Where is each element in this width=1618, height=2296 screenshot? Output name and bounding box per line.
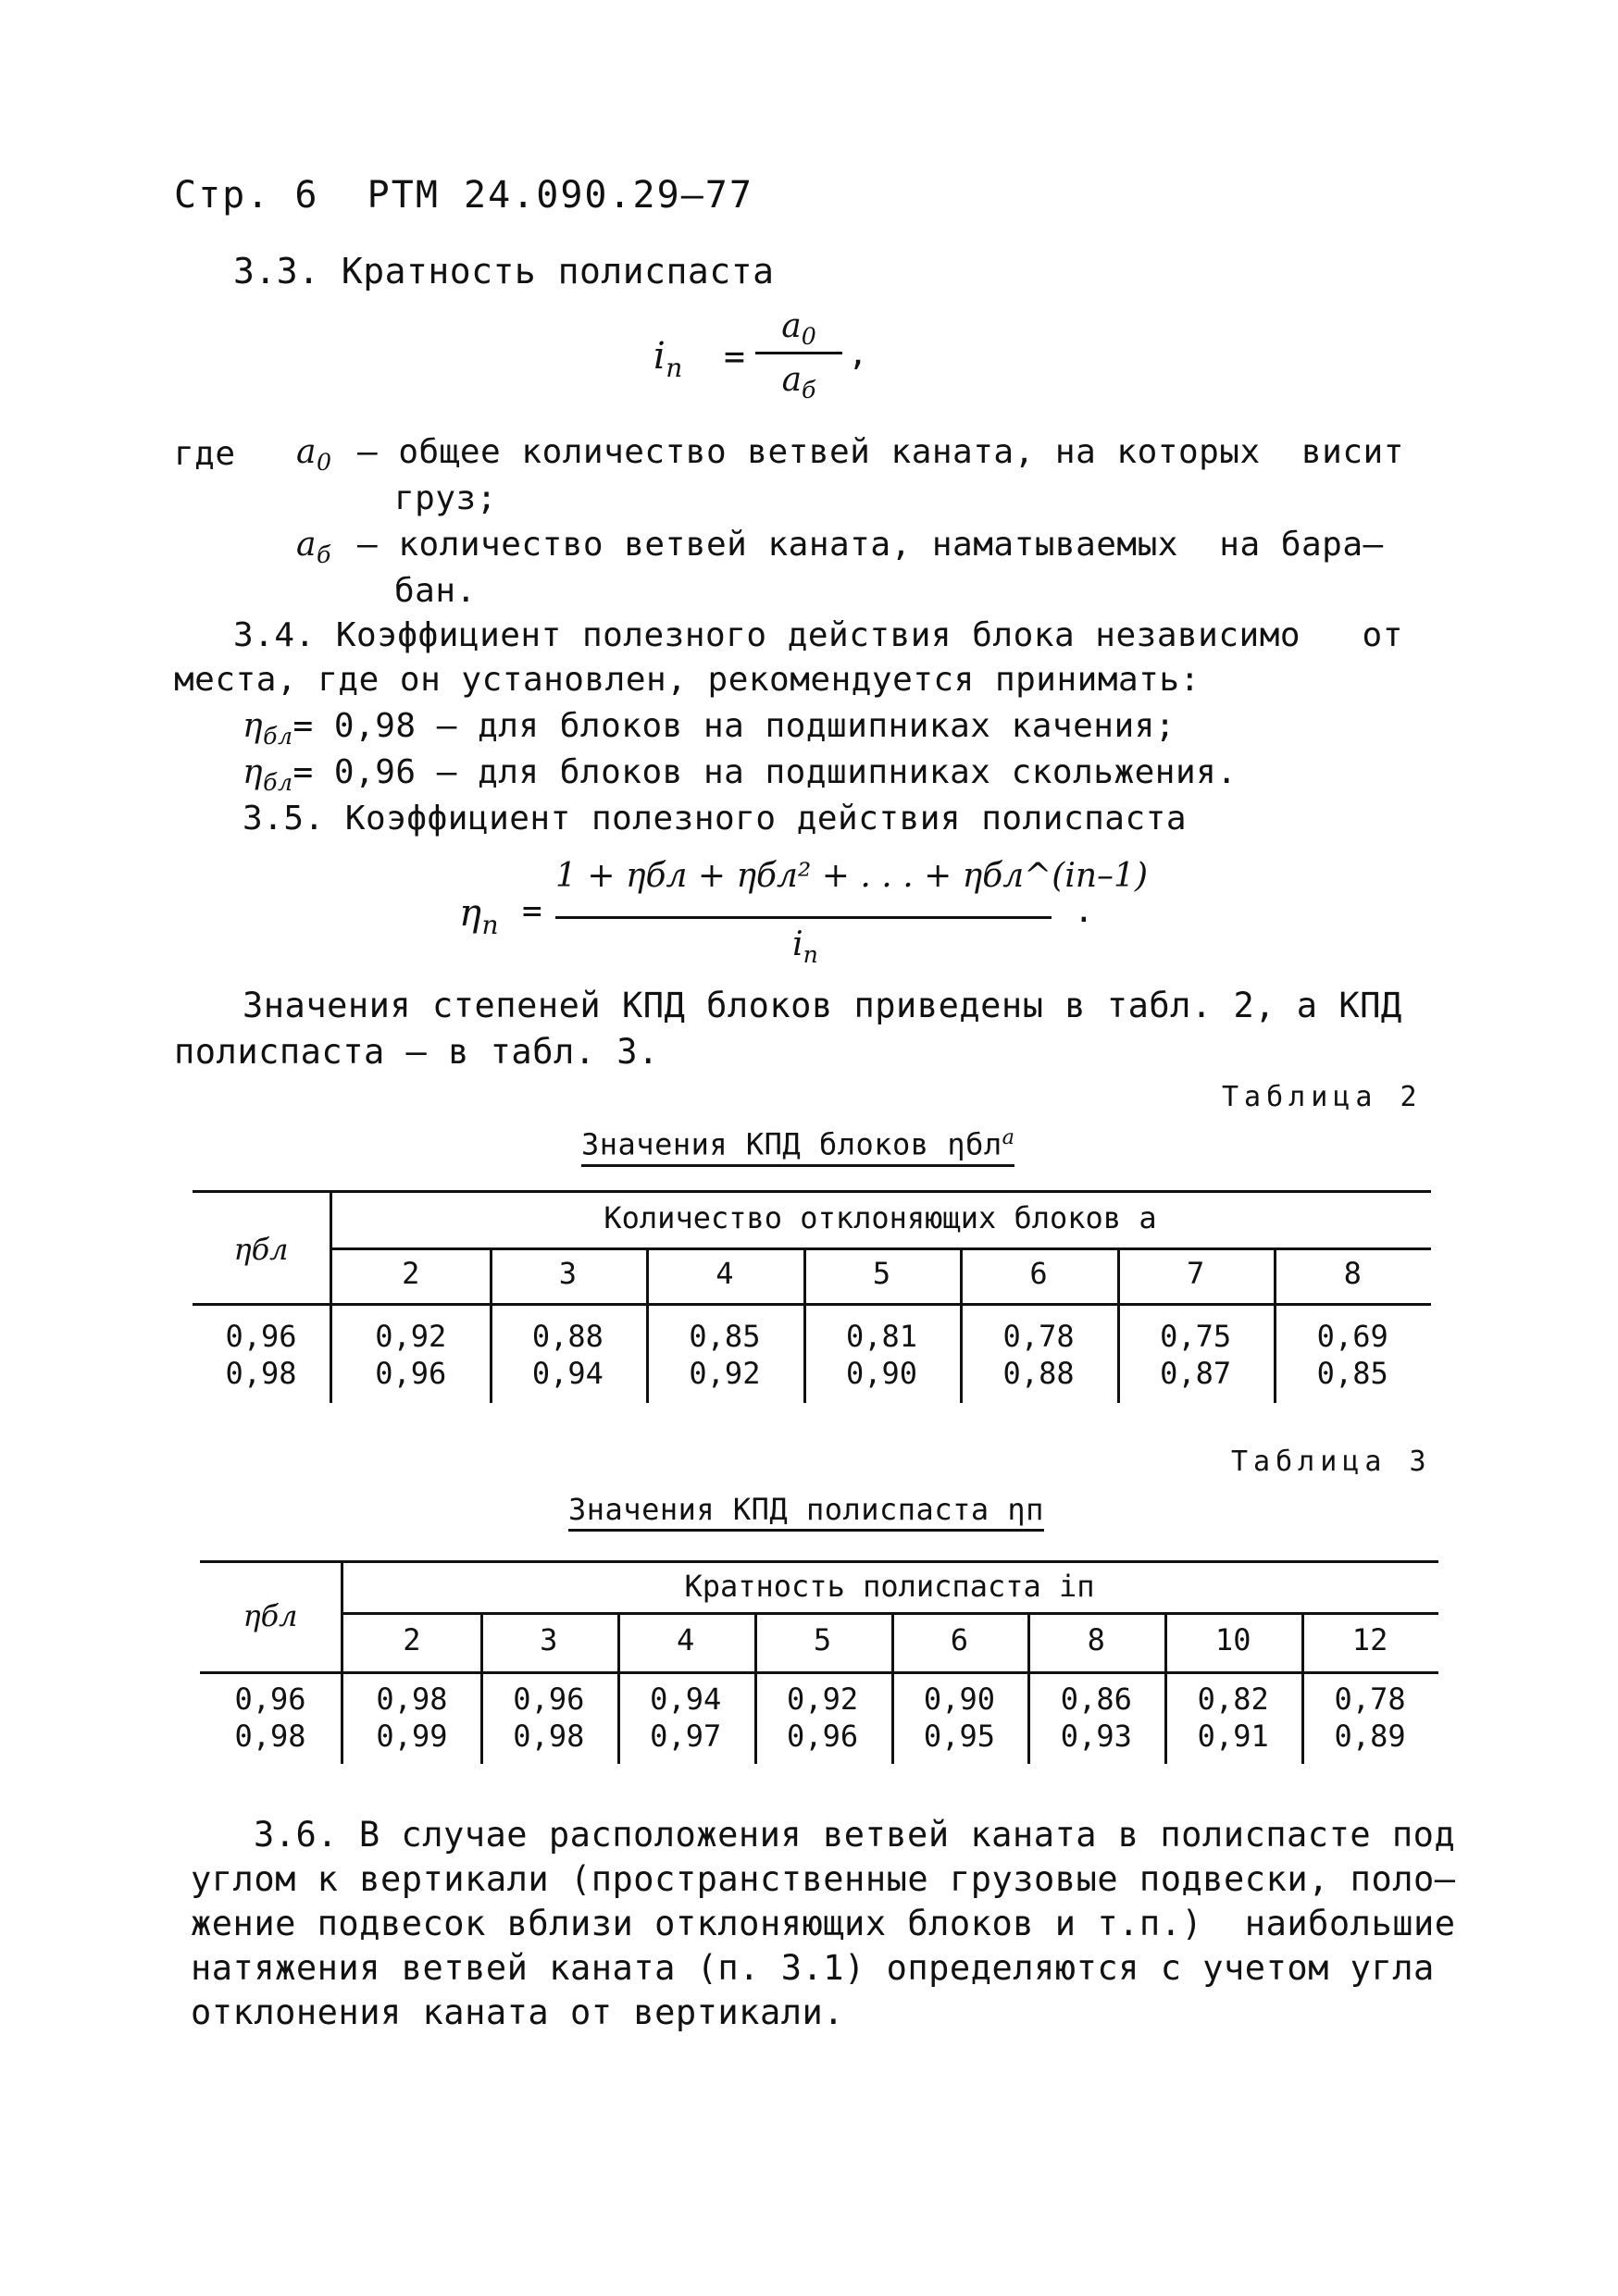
formula-comma: , [848,335,869,373]
table-cell: 0,90 [923,1682,995,1717]
table-cell: 0,81 [845,1319,918,1354]
formula-numerator: $a_0$ [781,307,816,351]
table-cell: 0,89 [1334,1719,1406,1754]
table-cell: 0,96 [375,1356,447,1391]
table-cell: 0,88 [531,1319,604,1354]
column-header: 5 [872,1256,891,1291]
table2-group-header: Количество отклоняющих блоков a [604,1200,1157,1235]
table-cell: 0,85 [689,1319,761,1354]
table-cell: 0,86 [1060,1682,1132,1717]
table-cell: 0,69 [1316,1319,1388,1354]
eta-value-rolling: $\eta_{бл}= 0,98$ – для блоков на подшипниках качения; [243,707,1176,751]
column-header: 4 [716,1256,734,1291]
table-cell: 0,93 [1060,1719,1132,1754]
column-header: 2 [402,1256,420,1291]
column-header: 3 [540,1622,558,1657]
section-3-6-line1: 3.6. В случае расположения ветвей каната в полиспасте под [254,1815,1456,1855]
section-3-5-para2: полиспаста – в табл. 3. [174,1032,659,1072]
table3-caption: Значения КПД полиспаста ηп [568,1492,1044,1532]
table-cell: 0,82 [1197,1682,1269,1717]
def1-text: – общее количество ветвей каната, на которых висит [357,433,1404,471]
section-3-6-line5: отклонения каната от вертикали. [191,1992,845,2032]
section-3-3-title: 3.3. Кратность полиспаста [233,251,775,292]
table-cell: 0,87 [1160,1356,1232,1391]
table-cell: 0,90 [845,1356,918,1391]
column-header: 4 [677,1622,695,1657]
table-cell: 0,94 [531,1356,604,1391]
table-cell: 0,98 [376,1682,448,1717]
section-3-4-line2: места, где он установлен, рекомендуется принимать: [174,661,1201,699]
formula-eff-denominator: $i_п$ [792,925,818,969]
table-cell: 0,92 [787,1682,859,1717]
column-header: 8 [1087,1622,1105,1657]
table3-row-header: ηбл [243,1598,298,1633]
table-cell: 0,96 [787,1719,859,1754]
table-cell: 0,99 [376,1719,448,1754]
column-header: 10 [1214,1622,1251,1657]
table-cell: 0,88 [1002,1356,1075,1391]
section-3-4-line1: 3.4. Коэффициент полезного действия блока независимо от [233,616,1403,654]
def2-symbol: $a_б$ [296,526,331,569]
section-3-6-line4: натяжения ветвей каната (п. 3.1) определяются с учетом угла [191,1948,1435,1988]
table-cell: 0,96 [513,1682,585,1717]
section-3-5-title: 3.5. Коэффициент полезного действия полиспаста [243,800,1187,838]
eta-value-sliding: $\eta_{бл}= 0,96$ – для блоков на подшипниках скольжения. [243,753,1238,797]
formula-eff-lhs: $\eta_п$ [459,892,500,940]
column-header: 6 [1029,1256,1048,1291]
table2-label: Таблица 2 [1222,1081,1423,1113]
table-cell: 0,94 [650,1682,722,1717]
row-key: 0,98 [234,1719,306,1754]
table-cell: 0,75 [1160,1319,1232,1354]
row-key: 0,98 [225,1356,297,1391]
page-header: Стр. 6 РТМ 24.090.29–77 [174,174,753,217]
section-3-6-line2: углом к вертикали (пространственные грузовые подвески, поло– [191,1859,1456,1899]
row-key: 0,96 [234,1682,306,1717]
table-cell: 0,97 [650,1719,722,1754]
section-3-6-line3: жение подвесок вблизи отклоняющих блоков и т.п.) наибольшие [191,1904,1456,1943]
formula-eff-equals: = [522,892,543,930]
table-cell: 0,78 [1002,1319,1075,1354]
formula-eff-period: . [1074,892,1095,930]
table2-row-header: ηбл [233,1232,289,1267]
table-cell: 0,95 [923,1719,995,1754]
where-word: где [174,435,236,473]
column-header: 6 [950,1622,969,1657]
table3-label: Таблица 3 [1231,1446,1432,1478]
table-cell: 0,91 [1197,1719,1269,1754]
fraction-bar-eff [555,916,1052,919]
table3-group-header: Кратность полиспаста iп [684,1569,1095,1604]
def2-continuation: бан. [394,572,477,610]
row-key: 0,96 [225,1319,297,1354]
table-cell: 0,85 [1316,1356,1388,1391]
formula-lhs: $i_п$ [653,335,683,383]
column-header: 12 [1351,1622,1388,1657]
column-header: 2 [403,1622,421,1657]
table2-caption: Значения КПД блоков ηбл$^a$ [581,1125,1014,1167]
column-header: 3 [558,1256,577,1291]
table-cell: 0,92 [689,1356,761,1391]
def1-continuation: груз; [394,479,497,517]
formula-equals: = [724,336,746,377]
table-cell: 0,78 [1334,1682,1406,1717]
formula-eff-numerator: 1 + ηбл + ηбл² + . . . + ηбл^(iп–1) [555,857,1149,895]
column-header: 8 [1343,1256,1362,1291]
column-header: 5 [813,1622,832,1657]
column-header: 7 [1186,1256,1205,1291]
def1-symbol: $a_0$ [296,433,332,477]
def2-text: – количество ветвей каната, наматываемых на бара– [357,526,1384,564]
section-3-5-para1: Значения степеней КПД блоков приведены в табл. 2, а КПД [243,986,1402,1025]
formula-denominator: $a_б$ [781,361,816,404]
fraction-bar [755,352,842,354]
table-cell: 0,92 [375,1319,447,1354]
table-cell: 0,98 [513,1719,585,1754]
